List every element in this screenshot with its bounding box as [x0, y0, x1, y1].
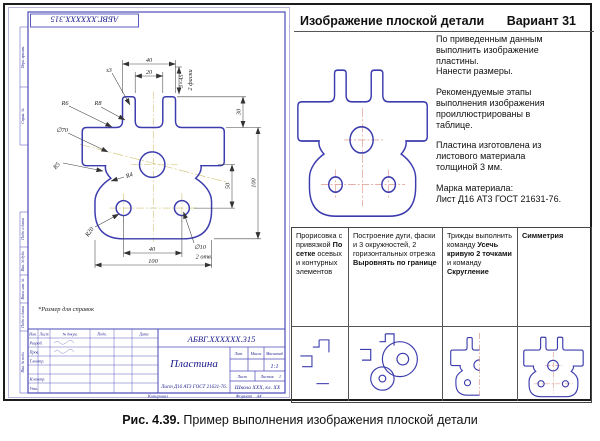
step-text: осевых и контурных элементов	[296, 248, 342, 276]
figure-caption	[0, 413, 600, 427]
margin-label: Подп. и дата	[21, 306, 25, 328]
dim-chamfer: 3×45°	[178, 71, 185, 89]
tb-format-value: А4	[256, 393, 262, 399]
tb-designation: АБВГ.XXXXXX.315	[187, 334, 256, 344]
tb-row-prov: Пров.	[29, 349, 40, 355]
dim-h50: 50	[224, 182, 232, 190]
step-1-image-cell	[292, 327, 349, 401]
part-preview-image	[294, 56, 434, 226]
dim-d10: ∅10	[194, 244, 206, 251]
dim-h100: 100	[250, 178, 258, 188]
stage-3-trimmed-image	[448, 329, 512, 399]
dim-holes-span: 40	[148, 246, 156, 253]
margin-label: Инв. № подл.	[21, 351, 25, 373]
task-description	[436, 34, 568, 204]
tb-part-name: Пластина	[170, 358, 218, 370]
panel-header	[294, 6, 594, 32]
tb-org: Школа XXX, кл. XX	[234, 385, 281, 391]
stage-2-circles-image	[354, 330, 438, 398]
step-text: Построение дуги, фаски и 3 окружностей, 2 горизонтальных отрезка	[353, 231, 436, 258]
dim-r8: R8	[94, 100, 102, 107]
reference-note: *Размер для справок	[38, 306, 94, 313]
dim-top-20: 20	[145, 69, 153, 76]
tb-col-list: Лист	[39, 332, 49, 337]
tb-col-doc: № докум.	[62, 332, 78, 337]
task-paragraph: Нанести размеры.	[436, 66, 513, 77]
step-command: Скругление	[447, 266, 489, 276]
step-4-description	[518, 228, 590, 327]
tb-mass: Масса	[250, 351, 262, 356]
tb-row-tcontr: Т.контр.	[29, 358, 45, 364]
margin-label: Перв. примен.	[21, 45, 25, 69]
step-text: и команду	[447, 257, 482, 267]
tb-listov-label: Листов	[260, 374, 274, 379]
tb-lit: Лит.	[234, 351, 244, 356]
page-title: Изображение плоской детали	[300, 14, 485, 28]
tb-material: Лист Д16 АТ3 ГОСТ 21631-76.	[161, 385, 227, 390]
steps-table	[291, 227, 592, 403]
tb-row-utv: Утв.	[29, 386, 39, 391]
tb-row-ncontr: Н.контр.	[29, 376, 46, 382]
step-command: По сетке	[296, 239, 343, 258]
margin-label: Взам. инв. №	[21, 278, 25, 300]
figure-number: Рис. 4.39.	[122, 413, 180, 427]
figure-caption-text: Пример выполнения изображения плоской детали	[179, 413, 478, 427]
dim-h30: 30	[235, 108, 243, 116]
task-paragraph: По приведенным данным выполнить изображение пластины.	[436, 34, 543, 66]
step-command: Выровнять по границе	[353, 257, 437, 267]
tb-list-label: Лист	[237, 374, 247, 379]
step-command: Симметрия	[522, 231, 564, 240]
margin-label: Подп. и дата	[21, 218, 25, 240]
drawing-sheet	[8, 7, 290, 399]
dim-r5: R5	[51, 161, 62, 171]
dim-r20: R20	[83, 225, 96, 239]
tb-col-date: Дата	[139, 332, 149, 337]
tb-format-label: Формат	[235, 393, 253, 399]
task-paragraph: Пластина изготовлена из листового материала толщиной 3 мм.	[436, 140, 542, 172]
dim-top-40: 40	[145, 57, 153, 64]
tb-row-razrab: Разраб.	[29, 340, 43, 346]
margin-label: Справ. №	[21, 108, 25, 124]
step-2-description	[349, 228, 443, 327]
margin-label: Инв. № дубл.	[21, 250, 25, 272]
dim-r4: R4	[124, 171, 134, 181]
step-text: Трижды выполнить команду	[447, 231, 513, 249]
dim-chamfer-note: 2 фаски	[187, 69, 194, 91]
tb-col-izm: Изм.	[29, 332, 37, 337]
stage-4-symmetry-image	[521, 329, 588, 399]
task-paragraph: Рекомендуемые этапы выполнения изображения проиллюстрированы в таблице.	[436, 87, 545, 130]
step-command: Усечь кривую 2 точками	[447, 239, 512, 258]
dim-r6: R6	[61, 100, 69, 107]
tb-copied: Копировал	[147, 393, 169, 399]
tb-col-sign: Подп.	[97, 332, 107, 337]
top-designation-stamp	[31, 14, 139, 27]
task-paragraph: Лист Д16 АТ3 ГОСТ 21631-76.	[436, 193, 562, 204]
step-4-image-cell	[518, 327, 590, 401]
dim-width: 100	[148, 258, 158, 265]
tb-listov-value: 1	[278, 374, 282, 379]
step-3-description	[443, 228, 518, 327]
tb-scale-label: Масштаб	[265, 351, 284, 356]
step-1-description	[292, 228, 349, 327]
step-2-image-cell	[349, 327, 443, 401]
tb-scale-value: 1:1	[270, 364, 279, 370]
dim-d70: ∅70	[56, 127, 68, 134]
task-panel	[294, 6, 594, 402]
stamp-designation: АБВГ.XXXXXX.315	[50, 14, 119, 25]
stage-1-sketch-image	[295, 331, 345, 397]
dim-thickness: s3	[106, 67, 112, 74]
step-text: Прорисовка с привязкой	[296, 231, 343, 249]
task-paragraph: Марка материала:	[436, 182, 514, 193]
variant-label: Вариант 31	[506, 14, 576, 28]
step-3-image-cell	[443, 327, 518, 401]
dim-holes-count: 2 отв.	[195, 253, 213, 261]
